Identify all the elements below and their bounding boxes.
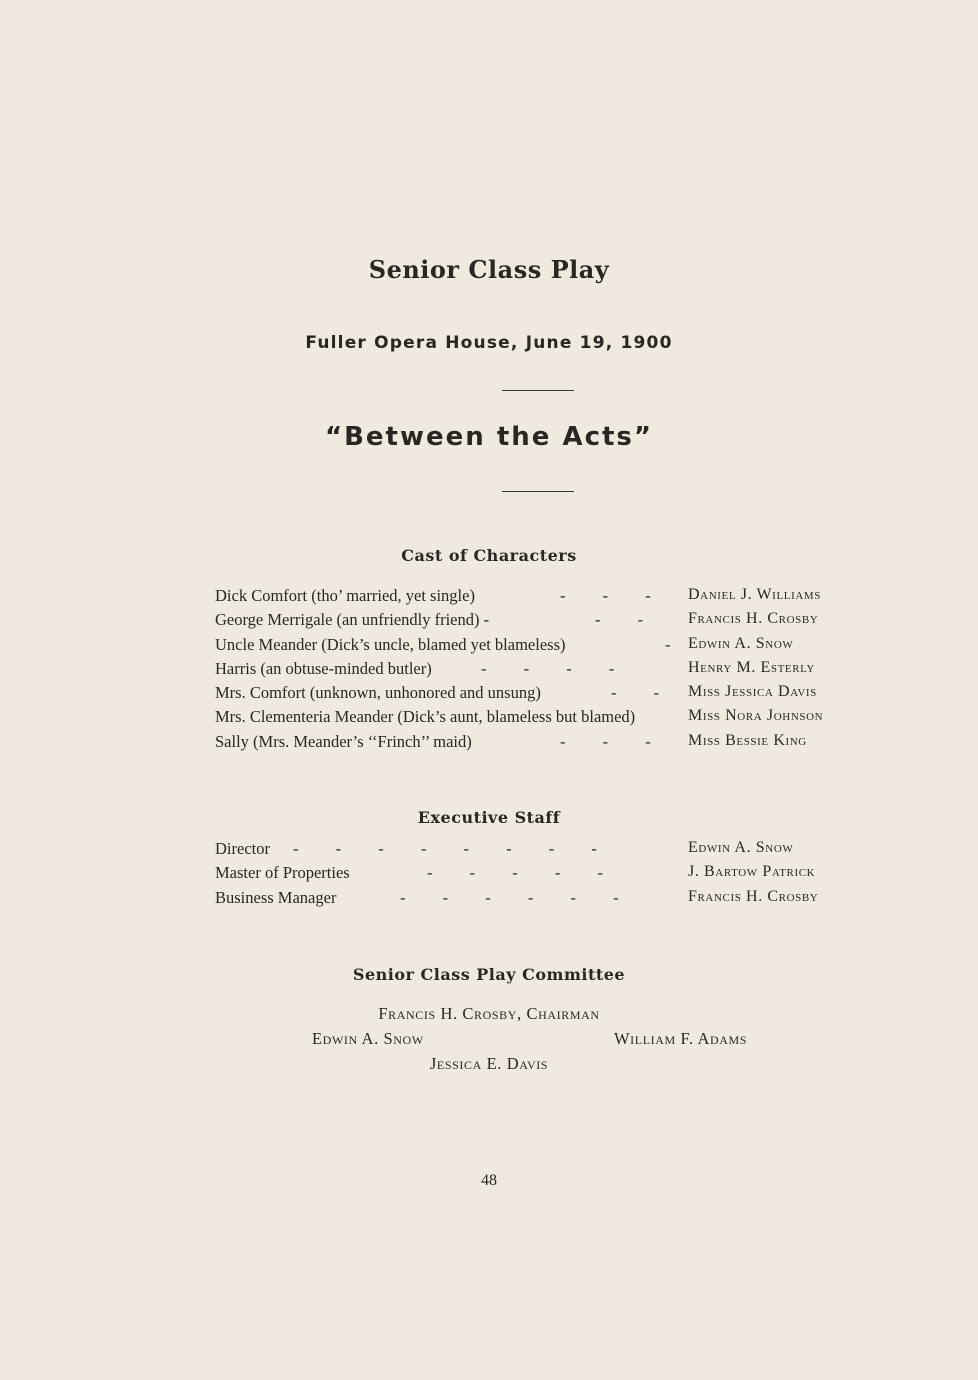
leader-dashes: - - - - [481,658,615,678]
actor-name: Miss Bessie King [688,731,807,749]
leader-dashes: - [665,634,671,654]
role-name: Mrs. Comfort (unknown, unhonored and unsung) [215,683,541,703]
leader-dashes: - - - - - - [400,887,619,907]
staff-row [215,888,865,912]
cast-row [215,732,865,756]
staff-row [215,863,865,887]
cast-row [215,659,865,683]
actor-name: Miss Jessica Davis [688,683,817,701]
page-title: Senior Class Play [368,255,610,284]
cast-row [215,683,865,707]
leader-dashes: - - - [560,731,651,751]
cast-list [215,586,865,756]
divider [502,491,574,492]
leader-dashes: - - - - - - - - [293,839,597,858]
role-name: Uncle Meander (Dick’s uncle, blamed yet blameless) [215,634,566,654]
actor-name: Henry M. Esterly [688,658,815,676]
committee-chairman: Francis H. Crosby, Chairman [378,1004,600,1023]
page-number: 48 [481,1172,497,1189]
committee-heading: Senior Class Play Committee [352,965,626,984]
cast-row [215,610,865,634]
cast-row [215,707,865,731]
leader-dashes: - - [595,610,644,630]
role-name: Mrs. Clementeria Meander (Dick’s aunt, blameless but blamed) [215,707,636,727]
actor-name: Daniel J. Williams [688,586,821,603]
committee-member: Edwin A. Snow [312,1029,424,1048]
committee-member: William F. Adams [614,1029,748,1048]
divider [502,390,574,391]
cast-row [215,635,865,659]
cast-row [215,586,865,610]
role-name: Sally (Mrs. Meander’s ‘‘Frinch’’ maid) [215,731,472,751]
play-name: “Between the Acts” [325,422,653,452]
leader-dashes: - - - [560,586,651,605]
executive-list [215,839,865,912]
role-name: Dick Comfort (tho’ married, yet single) [215,586,475,605]
cast-heading: Cast of Characters [401,546,577,565]
actor-name: Edwin A. Snow [688,634,794,652]
role-name: Harris (an obtuse-minded butler) [215,658,432,678]
role-name: George Merrigale (an unfriendly friend) - [215,610,490,630]
committee-member: Jessica E. Davis [429,1054,549,1073]
venue-line: Fuller Opera House, June 19, 1900 [305,333,673,353]
actor-name: Francis H. Crosby [688,610,819,628]
executive-heading: Executive Staff [417,808,561,827]
actor-name: J. Bartow Patrick [688,863,816,881]
leader-dashes: - - - - - [427,863,603,883]
role-name: Director [215,839,270,858]
actor-name: Miss Nora Johnson [688,707,824,725]
staff-row [215,839,865,863]
actor-name: Edwin A. Snow [688,839,794,856]
leader-dashes: - - [611,683,660,703]
role-name: Master of Properties [215,863,350,883]
role-name: Business Manager [215,887,337,907]
actor-name: Francis H. Crosby [688,887,819,905]
